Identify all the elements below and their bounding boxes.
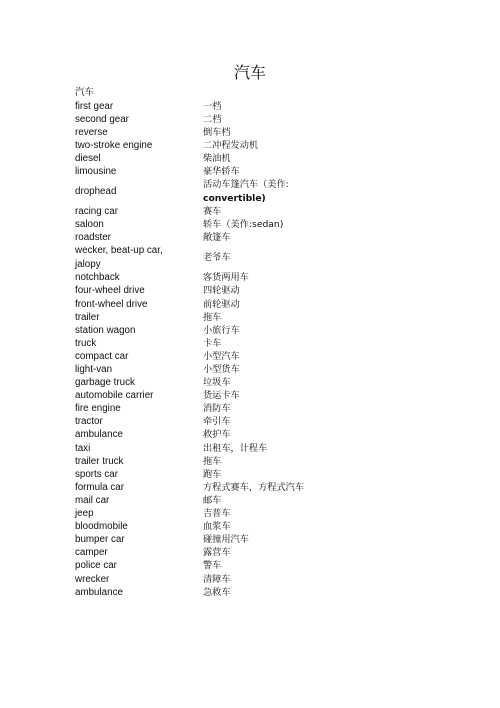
english-term: automobile carrier <box>75 390 154 402</box>
chinese-term: 拖车 <box>203 455 222 467</box>
vocab-row <box>75 324 435 337</box>
english-term: bloodmobile <box>75 521 128 533</box>
chinese-term: 急救车 <box>203 586 231 598</box>
chinese-term: 敞篷车 <box>203 232 231 244</box>
english-term-line: jalopy <box>75 258 101 270</box>
chinese-term: 消防车 <box>203 403 231 415</box>
chinese-term: 豪华轿车 <box>203 165 240 177</box>
english-term: ambulance <box>75 429 123 441</box>
vocab-row <box>75 165 435 178</box>
vocab-row <box>75 337 435 350</box>
vocab-row <box>75 311 435 324</box>
chinese-term: 警车 <box>203 560 222 572</box>
vocab-row <box>75 100 435 113</box>
vocab-row <box>75 586 435 599</box>
vocab-row <box>75 455 435 468</box>
english-term: station wagon <box>75 324 136 336</box>
chinese-term: 小型货车 <box>203 364 240 375</box>
vocab-row <box>75 494 435 507</box>
english-term: roadster <box>75 232 111 244</box>
chinese-term: 垃圾车 <box>203 377 231 389</box>
english-term: sports car <box>75 468 119 480</box>
english-term: ambulance <box>75 586 123 598</box>
english-term: racing car <box>75 206 119 218</box>
chinese-term: 赛车 <box>203 206 222 218</box>
vocab-row <box>75 533 435 546</box>
vocab-row <box>75 546 435 559</box>
chinese-term: 方程式赛车，方程式汽车 <box>203 481 305 493</box>
vocab-row <box>75 284 435 297</box>
english-term: drophead <box>75 185 117 197</box>
chinese-term: 二档 <box>203 113 222 125</box>
chinese-term: 小旅行车 <box>203 324 240 336</box>
english-term: front-wheel drive <box>75 298 148 310</box>
english-term: police car <box>75 560 117 572</box>
english-term: compact car <box>75 350 129 362</box>
chinese-term: 老爷车 <box>203 252 231 264</box>
english-term: trailer <box>75 311 100 323</box>
english-term: notchback <box>75 272 120 284</box>
english-term <box>75 244 203 271</box>
vocab-row <box>75 481 435 494</box>
chinese-term: 倒车档 <box>203 126 231 138</box>
chinese-term: 一档 <box>203 100 222 112</box>
vocab-row <box>75 298 435 311</box>
chinese-term-line: convertible) <box>203 192 266 204</box>
chinese-term: 跑车 <box>203 468 222 480</box>
chinese-term: 邮车 <box>203 494 222 506</box>
english-term: reverse <box>75 126 108 138</box>
chinese-term: 卡车 <box>203 337 222 349</box>
english-term: garbage truck <box>75 377 135 389</box>
vocab-row <box>75 231 435 244</box>
vocab-row <box>75 428 435 441</box>
chinese-term <box>203 178 435 205</box>
english-term: taxi <box>75 442 91 454</box>
chinese-term: 二冲程发动机 <box>203 139 259 151</box>
vocab-row <box>75 271 435 284</box>
english-term: truck <box>75 337 97 349</box>
chinese-term: 救护车 <box>203 429 231 441</box>
english-term: trailer truck <box>75 455 124 467</box>
chinese-term: 客货两用车 <box>203 272 249 284</box>
chinese-term: 前轮驱动 <box>203 298 240 310</box>
english-term: light-van <box>75 364 113 375</box>
vocab-row <box>75 402 435 415</box>
english-term: two-stroke engine <box>75 139 153 151</box>
vocab-row <box>75 350 435 363</box>
chinese-term: 小型汽车 <box>203 350 240 362</box>
chinese-term-line: 活动车篷汽车（美作: <box>203 179 289 191</box>
english-term-line: wecker, beat-up car, <box>75 245 163 257</box>
vocab-row <box>75 573 435 586</box>
english-term: fire engine <box>75 403 121 415</box>
vocab-row <box>75 126 435 139</box>
vocab-row <box>75 178 435 205</box>
vocab-row <box>75 442 435 455</box>
vocab-row <box>75 139 435 152</box>
vocab-row <box>75 205 435 218</box>
vocab-row <box>75 468 435 481</box>
english-term: wrecker <box>75 573 110 585</box>
chinese-term: 柴油机 <box>203 152 231 164</box>
chinese-term: 轿车（美作:sedan) <box>203 219 284 231</box>
english-term: camper <box>75 547 108 559</box>
english-term: limousine <box>75 165 117 177</box>
chinese-term: 碰撞用汽车 <box>203 534 249 546</box>
chinese-term: 货运卡车 <box>203 390 240 402</box>
chinese-term: 牵引车 <box>203 416 231 428</box>
chinese-term: 清障车 <box>203 573 231 585</box>
english-term: tractor <box>75 416 103 428</box>
vocab-row <box>75 244 435 271</box>
english-term: diesel <box>75 152 101 164</box>
english-term: jeep <box>75 508 94 520</box>
english-term: formula car <box>75 481 124 493</box>
chinese-term: 出租车，计程车 <box>203 442 268 454</box>
vocab-row <box>75 559 435 572</box>
section-label: 汽车 <box>75 87 95 98</box>
vocab-row <box>75 152 435 165</box>
vocab-row <box>75 415 435 428</box>
vocab-row <box>75 507 435 520</box>
english-term: bumper car <box>75 534 125 546</box>
english-term: four-wheel drive <box>75 285 145 297</box>
chinese-term: 四轮驱动 <box>203 285 240 297</box>
english-term: first gear <box>75 100 114 112</box>
vocab-row <box>75 218 435 231</box>
vocab-row <box>75 363 435 376</box>
vocab-list <box>75 100 435 599</box>
page-title: 汽车 <box>233 63 266 82</box>
english-term: mail car <box>75 494 110 506</box>
english-term: second gear <box>75 113 129 125</box>
english-term: saloon <box>75 219 104 231</box>
chinese-term: 露营车 <box>203 547 231 559</box>
chinese-term: 吉普车 <box>203 508 231 520</box>
vocab-row <box>75 113 435 126</box>
vocab-row <box>75 376 435 389</box>
chinese-term: 拖车 <box>203 311 222 323</box>
vocab-row <box>75 389 435 402</box>
chinese-term: 血浆车 <box>203 521 231 533</box>
vocab-row <box>75 520 435 533</box>
